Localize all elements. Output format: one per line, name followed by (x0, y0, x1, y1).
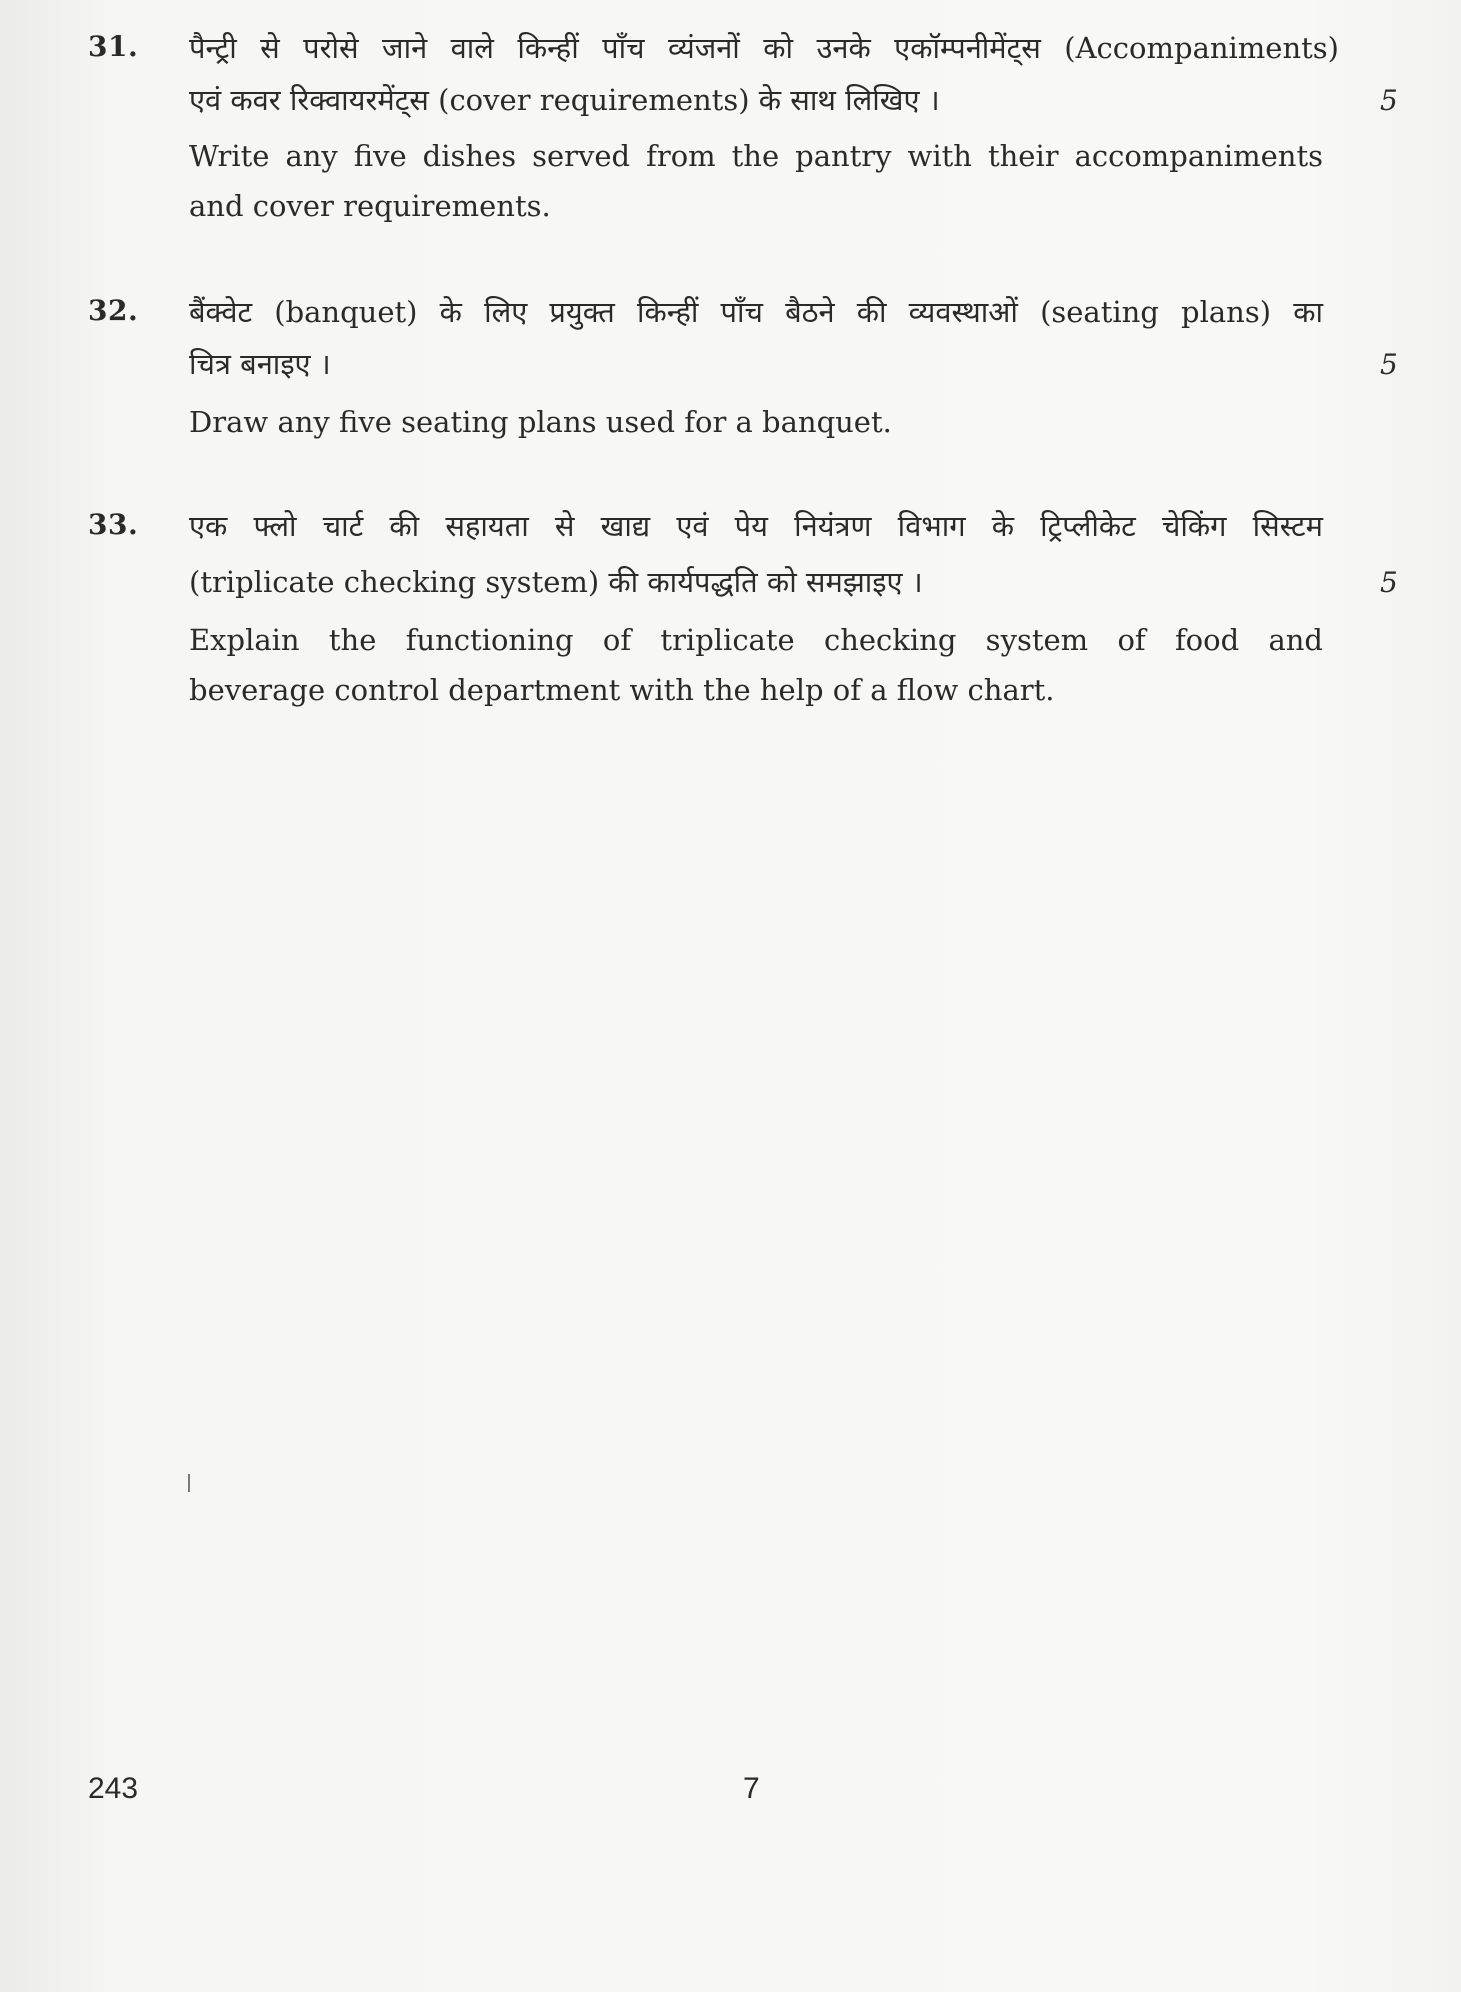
question-number: 31. (88, 30, 139, 63)
question-english-line: Draw any five seating plans used for a banquet. (189, 405, 892, 439)
question-english-line: Write any five dishes served from the pantry with their accompaniments (189, 139, 1323, 173)
question-marks: 5 (1380, 566, 1398, 599)
page-number: 7 (743, 1772, 760, 1805)
question-hindi-line: एवं कवर रिक्वायरमेंट्स (cover requirements) के साथ लिखिए । (189, 83, 940, 117)
question-number: 32. (88, 294, 139, 327)
question-hindi-line: पैन्ट्री से परोसे जाने वाले किन्हीं पाँच व्यंजनों को उनके एकॉम्पनीमेंट्स (Accompaniments) (189, 31, 1339, 65)
question-hindi-line: चित्र बनाइए । (189, 347, 331, 381)
question-english-line: Explain the functioning of triplicate checking system of food and (189, 623, 1323, 657)
question-hindi-line: (triplicate checking system) की कार्यपद्धति को समझाइए । (189, 565, 923, 599)
question-marks: 5 (1380, 348, 1398, 381)
question-marks: 5 (1380, 84, 1398, 117)
paper-code: 243 (88, 1772, 139, 1805)
question-number: 33. (88, 508, 139, 541)
question-hindi-line: बैंक्वेट (banquet) के लिए प्रयुक्त किन्हीं पाँच बैठने की व्यवस्थाओं (seating plans) का (189, 295, 1323, 329)
stray-mark (188, 1474, 190, 1492)
question-english-line: and cover requirements. (189, 189, 551, 223)
question-hindi-line: एक फ्लो चार्ट की सहायता से खाद्य एवं पेय नियंत्रण विभाग के ट्रिप्लीकेट चेकिंग सिस्टम (189, 509, 1323, 543)
question-english-line: beverage control department with the help of a flow chart. (189, 673, 1055, 707)
